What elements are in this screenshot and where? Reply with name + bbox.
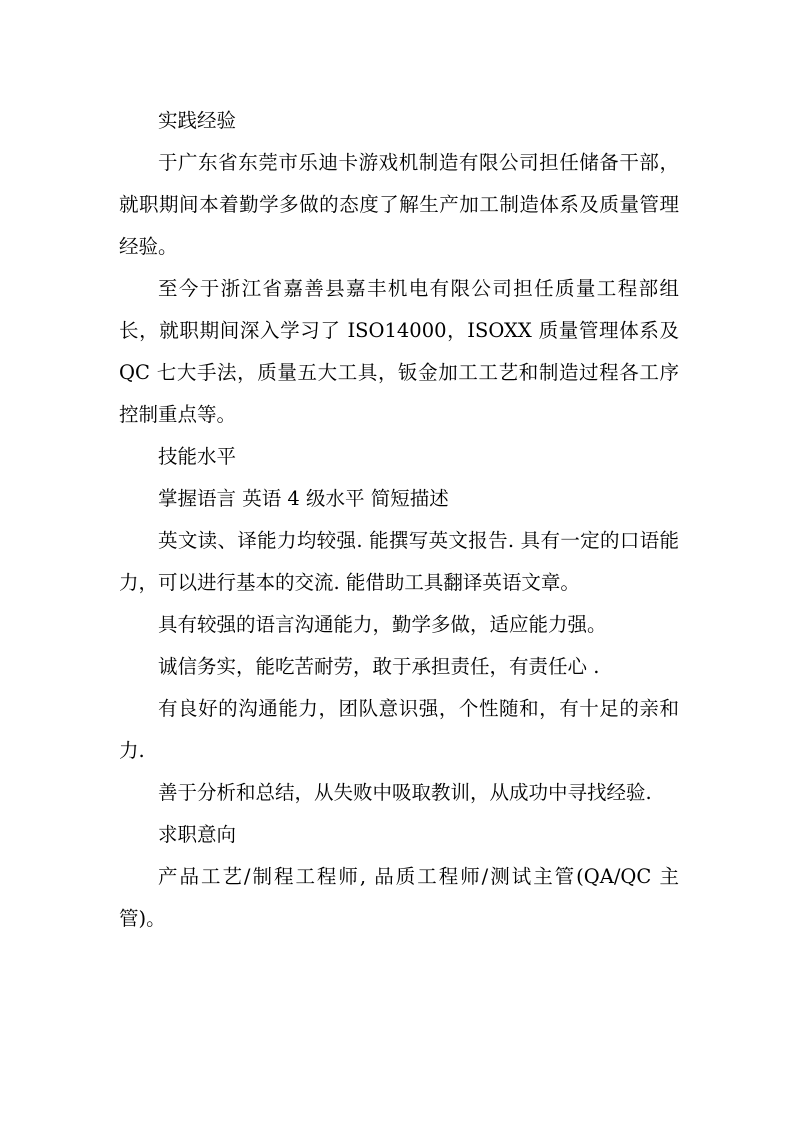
document-body (119, 100, 679, 940)
paragraph-analysis: 善于分析和总结，从失败中吸取教训，从成功中寻找经验. (158, 781, 652, 804)
paragraph-language-skill: 掌握语言 英语 4 级水平 简短描述 (158, 487, 449, 510)
paragraph-teamwork: 有良好的沟通能力，团队意识强，个性随和，有十足的亲和力. (119, 697, 679, 762)
paragraph-experience-jiashan: 至今于浙江省嘉善县嘉丰机电有限公司担任质量工程部组长，就职期间深入学习了 ISO14000，ISOXX 质量管理体系及 QC 七大手法，质量五大工具，钣金加工工艺和制造过程各工序控制重点等。 (119, 277, 679, 426)
paragraph-communication: 具有较强的语言沟通能力，勤学多做，适应能力强。 (158, 613, 607, 636)
section-heading-job-intention: 求职意向 (158, 823, 237, 846)
paragraph-integrity: 诚信务实，能吃苦耐劳，敢于承担责任，有责任心 . (158, 655, 600, 678)
paragraph-experience-dongguan: 于广东省东莞市乐迪卡游戏机制造有限公司担任储备干部，就职期间本着勤学多做的态度了解生产加工制造体系及质量管理经验。 (119, 151, 679, 258)
paragraph-target-positions: 产品工艺/制程工程师, 品质工程师/测试主管(QA/QC 主管)。 (119, 865, 679, 930)
section-heading-practice-experience: 实践经验 (158, 109, 237, 132)
section-heading-skill-level: 技能水平 (158, 445, 237, 468)
paragraph-english-ability: 英文读、译能力均较强. 能撰写英文报告. 具有一定的口语能力，可以进行基本的交流. 能借助工具翻译英语文章。 (119, 529, 679, 594)
